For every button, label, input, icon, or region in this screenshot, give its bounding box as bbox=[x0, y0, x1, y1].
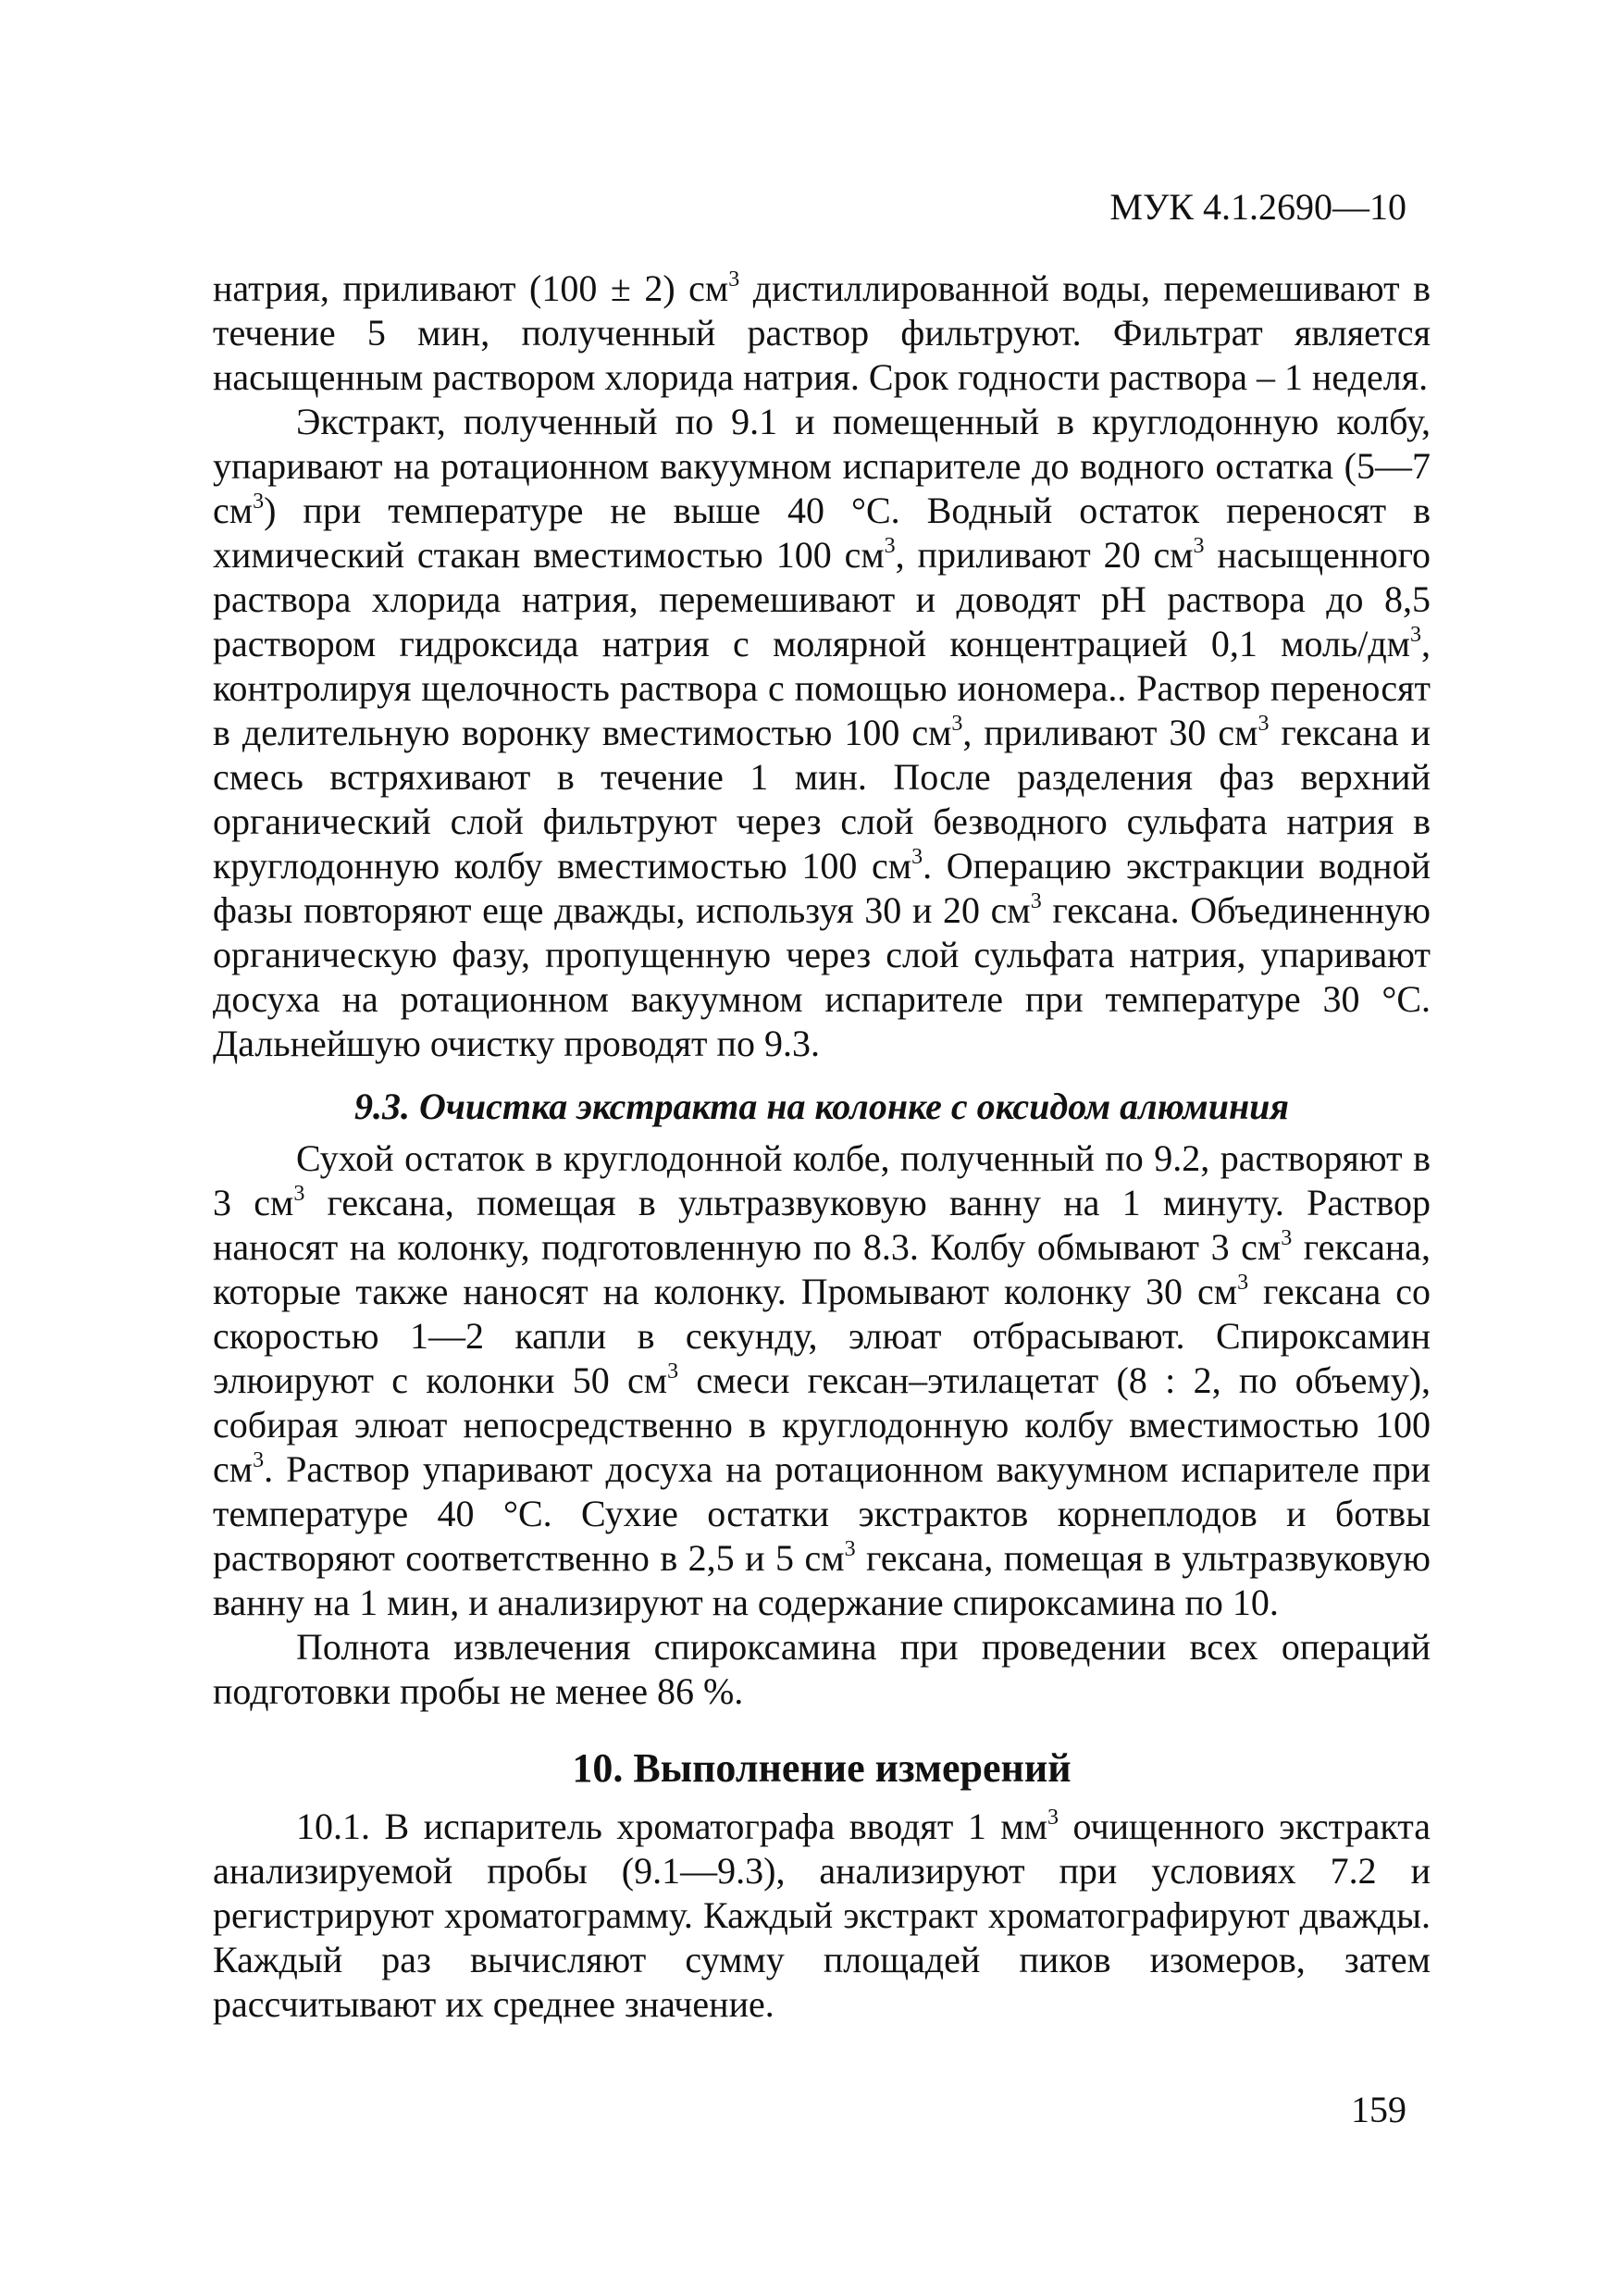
section-heading: 10. Выполнение измерений bbox=[572, 1745, 1072, 1791]
paragraph-sodium-chloride-solution: натрия, приливают (100 ± 2) $см^3$ дистиллированной воды, перемешивают в течение 5 мин, полученный раствор фильтруют. Фильтрат является насыщенным раствором хлорида натрия. Срок годности раствора – 1 неделя. bbox=[213, 267, 1431, 398]
document-code-header: МУК 4.1.2690—10 bbox=[1109, 186, 1406, 228]
paragraph-column-cleanup: Сухой остаток в круглодонной колбе, полученный по 9.2, растворяют в 3 $см^3$ гексана, помещая в ультразвуковую ванну на 1 минуту. Раствор наносят на колонку, подготовленную по 8.3. Колбу обмывают 3 $см^3$ гексана, которые также наносят на колонку. Промывают колонку 30 $см^3$ гексана со скоростью 1—2 капли в секунду, элюат отбрасывают. Спироксамин элюируют с колонки 50 $см^3$ смеси гексан–этилацетат (8 : 2, по объему), собирая элюат непосредственно в круглодонную колбу вместимостью 100 $см^3$. Раствор упаривают досуха на ротационном вакуумном испарителе при температуре 40 °С. Сухие остатки экстрактов корнеплодов и ботвы растворяют соответственно в 2,5 и 5 $см^3$ гексана, помещая в ультразвуковую ванну на 1 мин, и анализируют на содержание спироксамина по 10. bbox=[213, 1137, 1431, 1623]
paragraph-recovery: Полнота извлечения спироксамина при проведении всех операций подготовки пробы не менее 86 %. bbox=[213, 1626, 1431, 1712]
page-number: 159 bbox=[1351, 2089, 1406, 2130]
document-body bbox=[213, 267, 1431, 2027]
paragraph-measurement: 10.1. В испаритель хроматографа вводят 1 $мм^3$ очищенного экстракта анализируемой пробы (9.1—9.3), анализируют при условиях 7.2 и регистрируют хроматограмму. Каждый экстракт хроматографируют дважды. Каждый раз вычисляют сумму площадей пиков изомеров, затем рассчитывают их среднее значение. bbox=[213, 1806, 1431, 2025]
subsection-heading: 9.3. Очистка экстракта на колонке с оксидом алюминия bbox=[353, 1086, 1290, 1127]
paragraph-extract-evaporation: Экстракт, полученный по 9.1 и помещенный в круглодонную колбу, упаривают на ротационном вакуумном испарителе до водного остатка (5—7 $см^3$) при температуре не выше 40 °С. Водный остаток переносят в химический стакан вместимостью 100 $см^3$, приливают 20 $см^3$ насыщенного раствора хлорида натрия, перемешивают и доводят рН раствора до 8,5 раствором гидроксида натрия с молярной концентрацией 0,1 моль/$дм^3$, контролируя щелочность раствора с помощью иономера.. Раствор переносят в делительную воронку вместимостью 100 $см^3$, приливают 30 $см^3$ гексана и смесь встряхивают в течение 1 мин. После разделения фаз верхний органический слой фильтруют через слой безводного сульфата натрия в круглодонную колбу вместимостью 100 $см^3$. Операцию экстракции водной фазы повторяют еще дважды, используя 30 и 20 $см^3$ гексана. Объединенную органическую фазу, пропущенную через слой сульфата натрия, упаривают досуха на ротационном вакуумном испарителе при температуре 30 °С. Дальнейшую очистку проводят по 9.3. bbox=[213, 401, 1431, 1064]
